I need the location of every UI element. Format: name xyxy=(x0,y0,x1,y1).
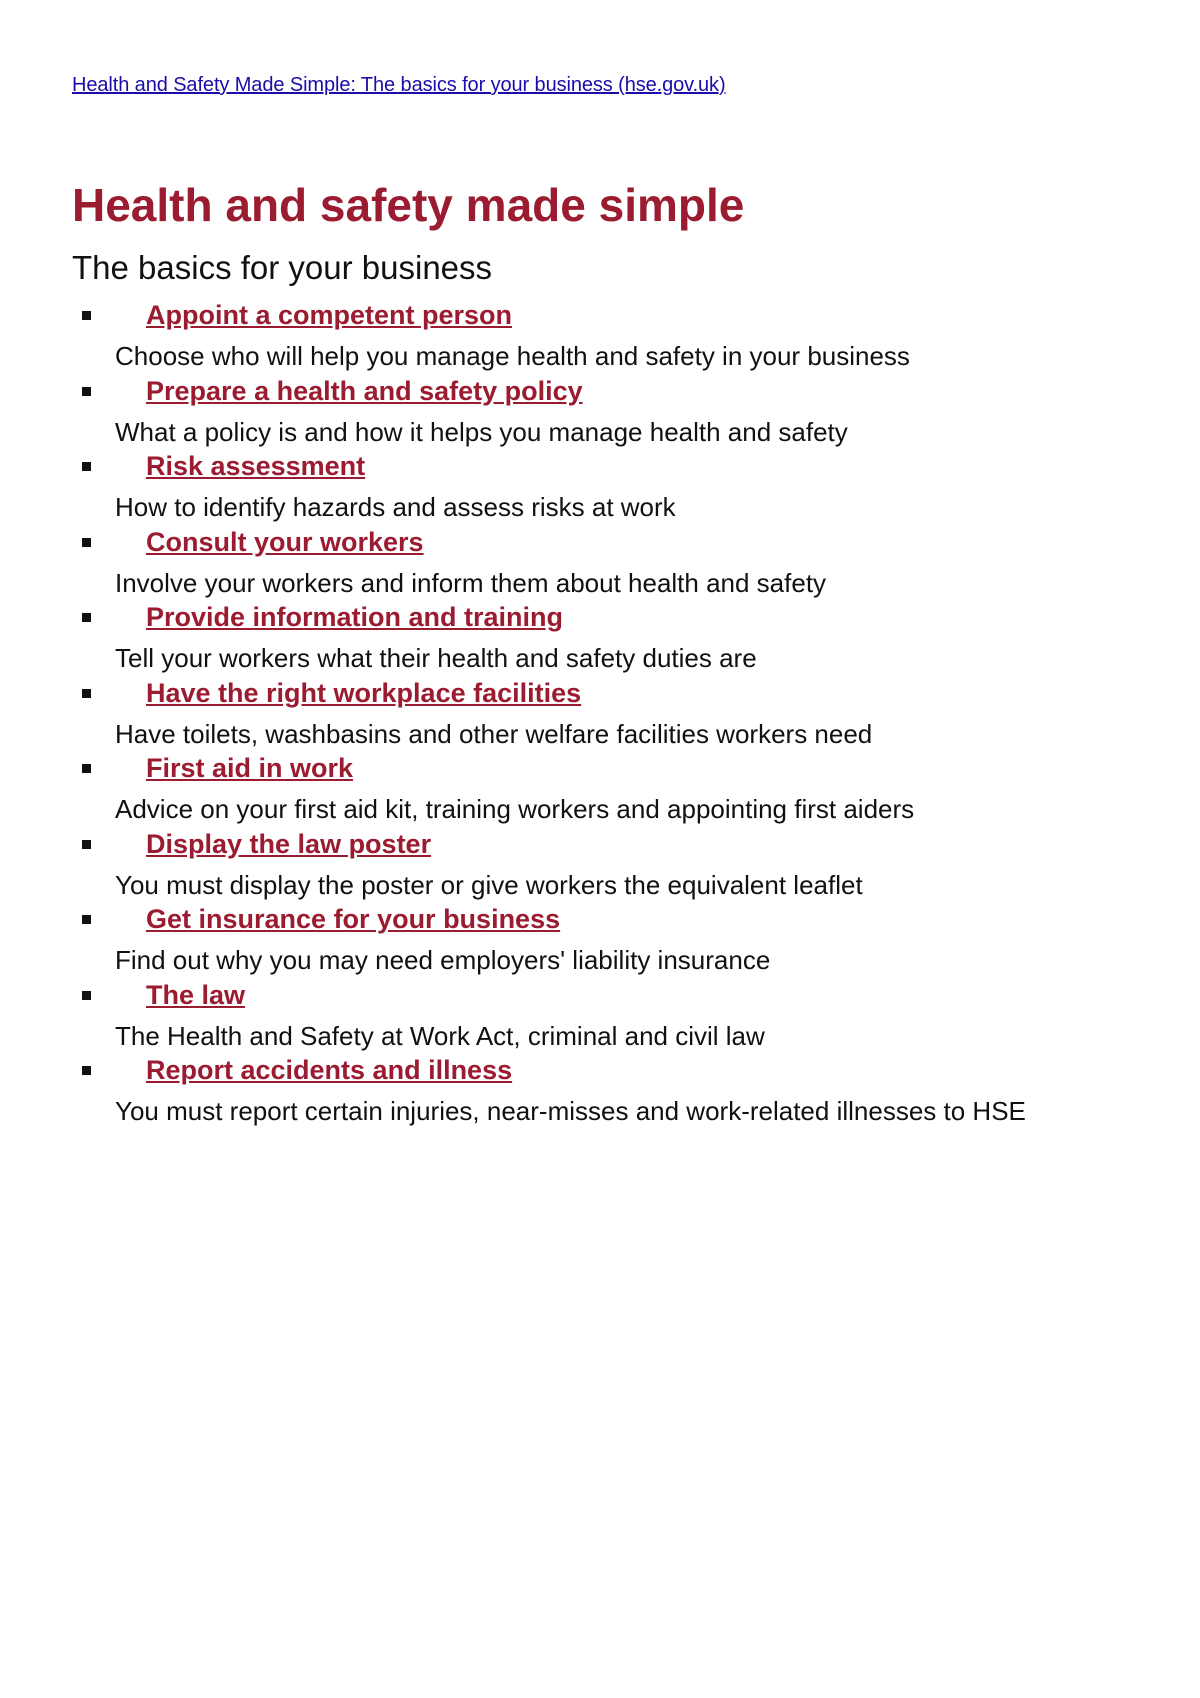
square-bullet-icon xyxy=(82,387,91,396)
list-item xyxy=(72,902,1128,978)
topic-description: Have toilets, washbasins and other welfare facilities workers need xyxy=(115,718,873,749)
topic-link-insurance[interactable]: Get insurance for your business xyxy=(146,904,561,934)
list-item xyxy=(72,676,1128,752)
topic-link-consult-workers[interactable]: Consult your workers xyxy=(146,526,424,557)
square-bullet-icon xyxy=(82,1066,91,1075)
topic-description: You must report certain injuries, near-misses and work-related illnesses to HSE xyxy=(115,1096,1026,1126)
list-item xyxy=(72,525,1128,601)
topic-list xyxy=(72,298,1128,1129)
list-item xyxy=(72,751,1128,827)
list-item xyxy=(72,298,1128,374)
topic-description: Choose who will help you manage health and safety in your business xyxy=(115,341,910,371)
page-subtitle: The basics for your business xyxy=(72,249,493,286)
topic-link-law-poster[interactable]: Display the law poster xyxy=(146,828,432,859)
topic-link-the-law[interactable]: The law xyxy=(146,979,246,1010)
square-bullet-icon xyxy=(82,991,91,1000)
square-bullet-icon xyxy=(82,613,91,622)
topic-link-appoint-competent-person[interactable]: Appoint a competent person xyxy=(146,300,513,330)
square-bullet-icon xyxy=(82,311,91,320)
topic-description: What a policy is and how it helps you manage health and safety xyxy=(115,416,848,447)
list-item xyxy=(72,827,1128,903)
topic-description: Find out why you may need employers' liability insurance xyxy=(115,945,771,975)
topic-link-health-safety-policy[interactable]: Prepare a health and safety policy xyxy=(146,375,583,406)
topic-description: Tell your workers what their health and safety duties are xyxy=(115,643,757,673)
square-bullet-icon xyxy=(82,689,91,698)
topic-link-risk-assessment[interactable]: Risk assessment xyxy=(146,451,366,481)
square-bullet-icon xyxy=(82,840,91,849)
topic-link-workplace-facilities[interactable]: Have the right workplace facilities xyxy=(146,677,582,708)
topic-link-report-accidents[interactable]: Report accidents and illness xyxy=(146,1055,513,1085)
square-bullet-icon xyxy=(82,915,91,924)
topic-description: You must display the poster or give workers the equivalent leaflet xyxy=(115,869,863,900)
topic-link-information-training[interactable]: Provide information and training xyxy=(146,602,564,632)
square-bullet-icon xyxy=(82,538,91,547)
list-item xyxy=(72,600,1128,676)
list-item xyxy=(72,1053,1128,1129)
topic-description: The Health and Safety at Work Act, criminal and civil law xyxy=(115,1020,765,1051)
list-item xyxy=(72,449,1128,525)
topic-description: How to identify hazards and assess risks at work xyxy=(115,492,676,522)
topic-description: Involve your workers and inform them about health and safety xyxy=(115,567,827,598)
list-item xyxy=(72,978,1128,1054)
topic-link-first-aid[interactable]: First aid in work xyxy=(146,753,354,783)
list-item xyxy=(72,374,1128,450)
topic-description: Advice on your first aid kit, training workers and appointing first aiders xyxy=(115,794,915,824)
square-bullet-icon xyxy=(82,462,91,471)
page-title: Health and safety made simple xyxy=(72,179,745,231)
square-bullet-icon xyxy=(82,764,91,773)
source-link[interactable]: Health and Safety Made Simple: The basics for your business (hse.gov.uk) xyxy=(72,74,726,96)
